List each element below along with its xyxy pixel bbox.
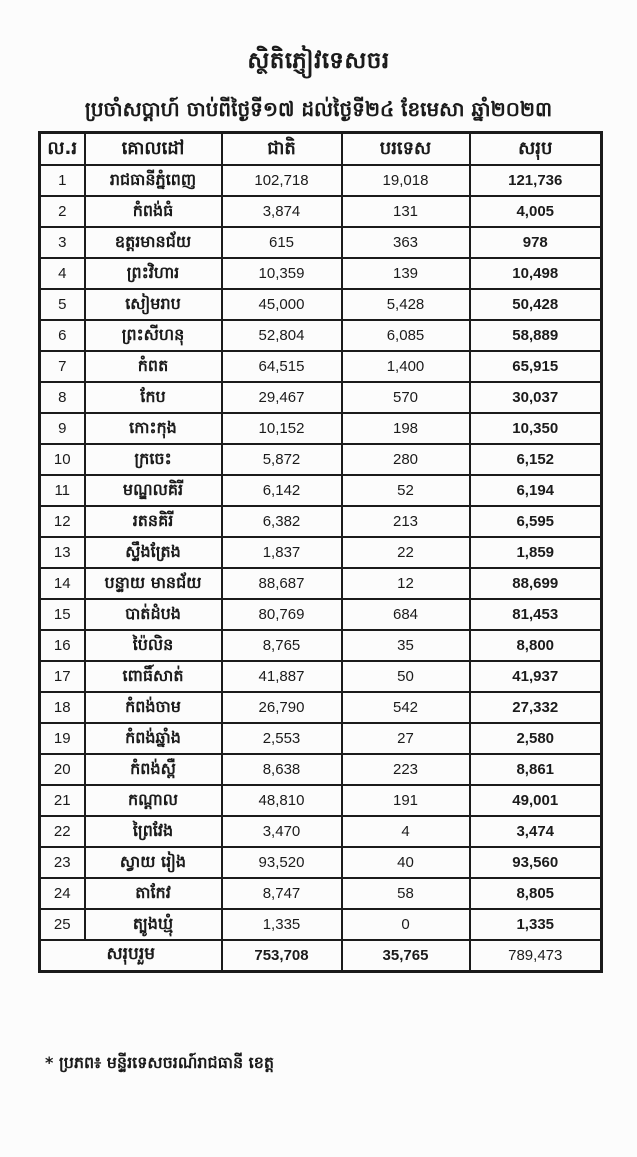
national-cell: 26,790 (222, 692, 342, 723)
national-cell: 1,335 (222, 909, 342, 940)
foreign-cell: 213 (342, 506, 470, 537)
destination-cell: រាជធានីភ្នំពេញ (85, 165, 222, 196)
page-subtitle: ប្រចាំសប្តាហ៍ ចាប់ពីថ្ងៃទី១៧ ដល់ថ្ងៃទី២៤ ខែមេសា ឆ្នាំ២០២៣ (84, 97, 553, 121)
row-number-cell: 14 (40, 568, 85, 599)
table-row (40, 878, 602, 909)
total-cell: 1,335 (470, 909, 602, 940)
total-cell: 50,428 (470, 289, 602, 320)
row-number-cell: 17 (40, 661, 85, 692)
destination-cell: កែប (85, 382, 222, 413)
destination-cell: ព្រះវិហារ (85, 258, 222, 289)
destination-cell: តាកែវ (85, 878, 222, 909)
table-body (40, 165, 602, 940)
foreign-cell: 40 (342, 847, 470, 878)
foreign-cell: 223 (342, 754, 470, 785)
table-row (40, 661, 602, 692)
national-cell: 6,382 (222, 506, 342, 537)
row-number-cell: 21 (40, 785, 85, 816)
national-cell: 64,515 (222, 351, 342, 382)
row-number-cell: 10 (40, 444, 85, 475)
foreign-cell: 684 (342, 599, 470, 630)
row-number-cell: 20 (40, 754, 85, 785)
table-row (40, 909, 602, 940)
foreign-cell: 27 (342, 723, 470, 754)
national-cell: 615 (222, 227, 342, 258)
total-cell: 65,915 (470, 351, 602, 382)
page-title: ស្ថិតិភ្ញៀវទេសចរ (247, 48, 390, 74)
foreign-cell: 12 (342, 568, 470, 599)
header-destination: គោលដៅ (85, 133, 222, 166)
national-cell: 10,359 (222, 258, 342, 289)
destination-cell: កំពត (85, 351, 222, 382)
total-cell: 8,805 (470, 878, 602, 909)
national-cell: 41,887 (222, 661, 342, 692)
foreign-cell: 363 (342, 227, 470, 258)
foreign-cell: 542 (342, 692, 470, 723)
destination-cell: សៀមរាប (85, 289, 222, 320)
destination-cell: ប៉ៃលិន (85, 630, 222, 661)
total-cell: 10,498 (470, 258, 602, 289)
national-cell: 93,520 (222, 847, 342, 878)
table-row (40, 196, 602, 227)
total-cell: 27,332 (470, 692, 602, 723)
row-number-cell: 6 (40, 320, 85, 351)
total-cell: 978 (470, 227, 602, 258)
total-cell: 4,005 (470, 196, 602, 227)
table-row (40, 351, 602, 382)
table-row (40, 413, 602, 444)
row-number-cell: 12 (40, 506, 85, 537)
total-cell: 8,861 (470, 754, 602, 785)
total-cell: 81,453 (470, 599, 602, 630)
national-cell: 8,747 (222, 878, 342, 909)
row-number-cell: 8 (40, 382, 85, 413)
destination-cell: ស្វាយ រៀង (85, 847, 222, 878)
row-number-cell: 1 (40, 165, 85, 196)
row-number-cell: 25 (40, 909, 85, 940)
table-header-row (40, 133, 602, 166)
row-number-cell: 15 (40, 599, 85, 630)
national-cell: 29,467 (222, 382, 342, 413)
national-cell: 80,769 (222, 599, 342, 630)
national-cell: 8,638 (222, 754, 342, 785)
national-cell: 1,837 (222, 537, 342, 568)
table-row (40, 630, 602, 661)
destination-cell: កំពង់ធំ (85, 196, 222, 227)
foreign-cell: 52 (342, 475, 470, 506)
destination-cell: កោះកុង (85, 413, 222, 444)
foreign-cell: 198 (342, 413, 470, 444)
national-cell: 102,718 (222, 165, 342, 196)
total-cell: 88,699 (470, 568, 602, 599)
row-number-cell: 11 (40, 475, 85, 506)
destination-cell: រតនគិរី (85, 506, 222, 537)
foreign-cell: 570 (342, 382, 470, 413)
foreign-cell: 5,428 (342, 289, 470, 320)
table-row (40, 568, 602, 599)
table-row (40, 537, 602, 568)
destination-cell: ត្បូងឃ្មុំ (85, 909, 222, 940)
national-cell: 2,553 (222, 723, 342, 754)
destination-cell: បន្ទាយ មានជ័យ (85, 568, 222, 599)
national-cell: 3,874 (222, 196, 342, 227)
row-number-cell: 24 (40, 878, 85, 909)
national-cell: 5,872 (222, 444, 342, 475)
foreign-cell: 35 (342, 630, 470, 661)
national-cell: 52,804 (222, 320, 342, 351)
header-row-number: ល.រ (40, 133, 85, 166)
destination-cell: កំពង់ឆ្នាំង (85, 723, 222, 754)
row-number-cell: 18 (40, 692, 85, 723)
foreign-cell: 19,018 (342, 165, 470, 196)
total-cell: 49,001 (470, 785, 602, 816)
row-number-cell: 7 (40, 351, 85, 382)
source-footnote: * ប្រភព៖ មន្ទីរទេសចរណ៍រាជធានី ខេត្ត (45, 1053, 275, 1072)
destination-cell: ស្ទឹងត្រែង (85, 537, 222, 568)
table-row (40, 816, 602, 847)
total-cell: 41,937 (470, 661, 602, 692)
total-cell: 121,736 (470, 165, 602, 196)
foreign-cell: 58 (342, 878, 470, 909)
row-number-cell: 13 (40, 537, 85, 568)
header-national: ជាតិ (222, 133, 342, 166)
total-cell: 6,152 (470, 444, 602, 475)
national-cell: 6,142 (222, 475, 342, 506)
total-cell: 93,560 (470, 847, 602, 878)
total-cell: 30,037 (470, 382, 602, 413)
row-number-cell: 2 (40, 196, 85, 227)
total-row-label: សរុបរួម (40, 940, 222, 972)
foreign-cell: 131 (342, 196, 470, 227)
foreign-cell: 22 (342, 537, 470, 568)
table-row (40, 382, 602, 413)
table-row (40, 506, 602, 537)
row-number-cell: 4 (40, 258, 85, 289)
row-number-cell: 22 (40, 816, 85, 847)
destination-cell: ឧត្តរមានជ័យ (85, 227, 222, 258)
destination-cell: ព្រះសីហនុ (85, 320, 222, 351)
table-row (40, 475, 602, 506)
destination-cell: ពោធិ៍សាត់ (85, 661, 222, 692)
national-cell: 48,810 (222, 785, 342, 816)
destination-cell: ក្រចេះ (85, 444, 222, 475)
foreign-cell: 0 (342, 909, 470, 940)
header-total: សរុប (470, 133, 602, 166)
foreign-cell: 4 (342, 816, 470, 847)
destination-cell: កំពង់ស្ពឺ (85, 754, 222, 785)
table-row (40, 785, 602, 816)
header-foreign: បរទេស (342, 133, 470, 166)
row-number-cell: 16 (40, 630, 85, 661)
row-number-cell: 9 (40, 413, 85, 444)
national-cell: 3,470 (222, 816, 342, 847)
foreign-cell: 191 (342, 785, 470, 816)
table-row (40, 320, 602, 351)
destination-cell: កំពង់ចាម (85, 692, 222, 723)
table-row (40, 444, 602, 475)
destination-cell: កណ្តាល (85, 785, 222, 816)
total-cell: 10,350 (470, 413, 602, 444)
total-foreign-cell: 35,765 (342, 940, 470, 972)
total-cell: 3,474 (470, 816, 602, 847)
total-cell: 8,800 (470, 630, 602, 661)
table-row (40, 227, 602, 258)
table-row (40, 692, 602, 723)
total-national-cell: 753,708 (222, 940, 342, 972)
national-cell: 88,687 (222, 568, 342, 599)
table-row (40, 723, 602, 754)
destination-cell: ព្រៃវែង (85, 816, 222, 847)
destination-cell: មណ្ឌលគិរី (85, 475, 222, 506)
total-cell: 58,889 (470, 320, 602, 351)
total-cell: 6,595 (470, 506, 602, 537)
foreign-cell: 139 (342, 258, 470, 289)
table-row (40, 599, 602, 630)
foreign-cell: 50 (342, 661, 470, 692)
national-cell: 45,000 (222, 289, 342, 320)
total-cell: 2,580 (470, 723, 602, 754)
row-number-cell: 3 (40, 227, 85, 258)
table-row (40, 847, 602, 878)
row-number-cell: 5 (40, 289, 85, 320)
foreign-cell: 1,400 (342, 351, 470, 382)
table-row (40, 165, 602, 196)
total-cell: 1,859 (470, 537, 602, 568)
national-cell: 10,152 (222, 413, 342, 444)
row-number-cell: 23 (40, 847, 85, 878)
total-cell: 6,194 (470, 475, 602, 506)
destination-cell: បាត់ដំបង (85, 599, 222, 630)
row-number-cell: 19 (40, 723, 85, 754)
national-cell: 8,765 (222, 630, 342, 661)
foreign-cell: 280 (342, 444, 470, 475)
total-sum-cell: 789,473 (470, 940, 602, 972)
tourism-statistics-table (38, 131, 603, 973)
table-row (40, 258, 602, 289)
foreign-cell: 6,085 (342, 320, 470, 351)
table-row (40, 289, 602, 320)
table-row (40, 754, 602, 785)
table-total-row (40, 940, 602, 972)
